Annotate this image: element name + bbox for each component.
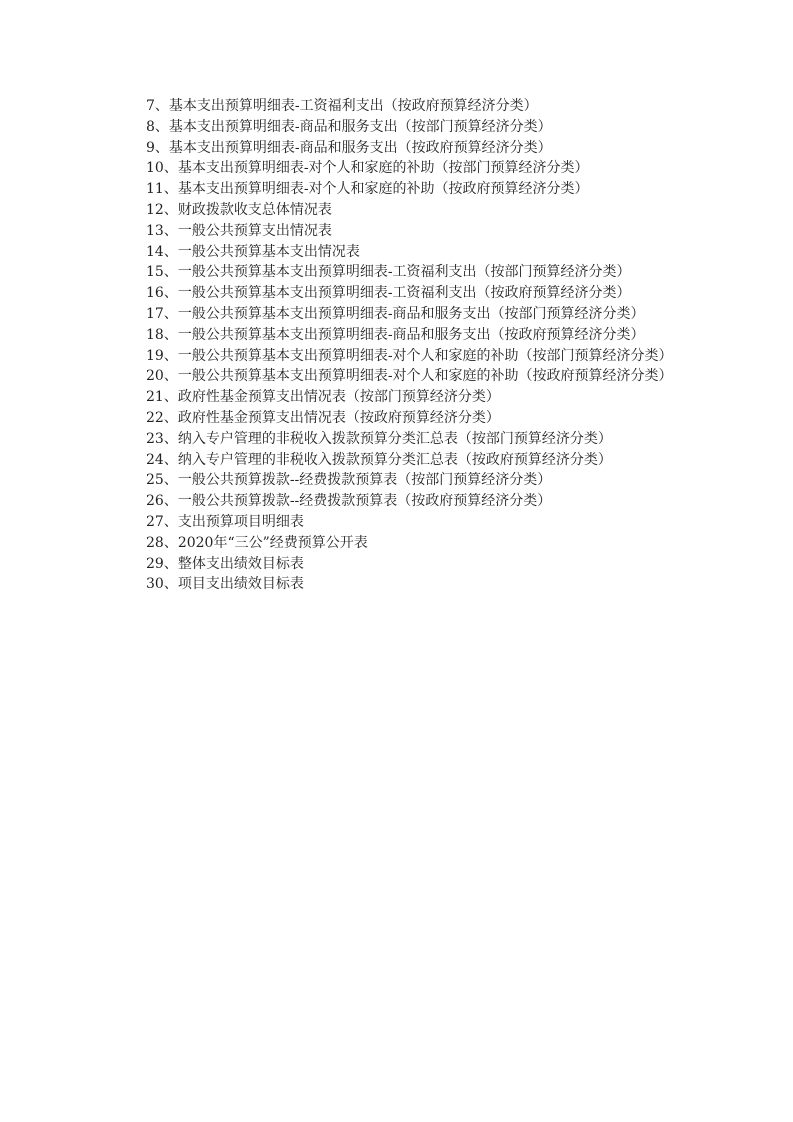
list-item: 15、一般公共预算基本支出预算明细表-工资福利支出（按部门预算经济分类） (146, 264, 631, 281)
list-item: 9、基本支出预算明细表-商品和服务支出（按政府预算经济分类） (146, 139, 552, 156)
list-item: 27、支出预算项目明细表 (146, 513, 304, 530)
list-item: 8、基本支出预算明细表-商品和服务支出（按部门预算经济分类） (146, 118, 552, 135)
list-item: 7、基本支出预算明细表-工资福利支出（按政府预算经济分类） (146, 98, 538, 114)
list-item: 24、纳入专户管理的非税收入拨款预算分类汇总表（按政府预算经济分类） (146, 451, 612, 468)
list-item: 17、一般公共预算基本支出预算明细表-商品和服务支出（按部门预算经济分类） (146, 305, 645, 322)
list-item: 20、一般公共预算基本支出预算明细表-对个人和家庭的补助（按政府预算经济分类） (146, 368, 673, 385)
list-item: 29、整体支出绩效目标表 (146, 555, 304, 572)
list-item: 23、纳入专户管理的非税收入拨款预算分类汇总表（按部门预算经济分类） (146, 430, 612, 447)
list-item: 18、一般公共预算基本支出预算明细表-商品和服务支出（按政府预算经济分类） (146, 326, 645, 343)
list-item: 30、项目支出绩效目标表 (146, 576, 304, 593)
list-item: 14、一般公共预算基本支出情况表 (146, 243, 360, 260)
list-item: 21、政府性基金预算支出情况表（按部门预算经济分类） (146, 389, 500, 406)
list-item: 19、一般公共预算基本支出预算明细表-对个人和家庭的补助（按部门预算经济分类） (146, 347, 673, 364)
list-item: 10、基本支出预算明细表-对个人和家庭的补助（按部门预算经济分类） (146, 160, 589, 177)
list-item: 28、2020年“三公”经费预算公开表 (146, 534, 368, 551)
list-item: 12、财政拨款收支总体情况表 (146, 201, 332, 218)
list-item: 16、一般公共预算基本支出预算明细表-工资福利支出（按政府预算经济分类） (146, 285, 631, 302)
list-item: 26、一般公共预算拨款--经费拨款预算表（按政府预算经济分类） (146, 493, 552, 510)
document-page (118, 96, 675, 595)
list-item: 11、基本支出预算明细表-对个人和家庭的补助（按政府预算经济分类） (146, 181, 589, 198)
list-item: 13、一般公共预算支出情况表 (146, 222, 332, 239)
list-item: 22、政府性基金预算支出情况表（按政府预算经济分类） (146, 409, 500, 426)
list-item: 25、一般公共预算拨款--经费拨款预算表（按部门预算经济分类） (146, 472, 552, 489)
